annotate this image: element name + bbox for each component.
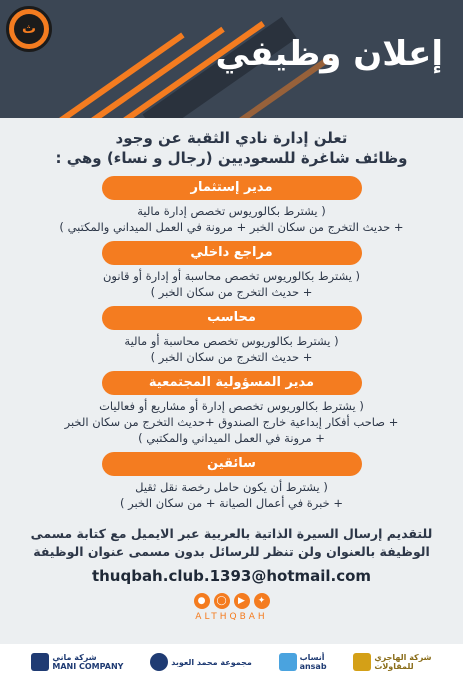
sponsor-logo [279,653,327,671]
page-title: إعلان وظيفي [215,34,443,74]
header-banner [0,0,463,118]
youtube-icon[interactable]: ▶ [234,593,250,609]
job-title-badge: مدير إستثمار [102,176,362,200]
sponsor-logo [31,653,123,671]
requirement-line: ( يشترط بكالوريوس تخصص إدارة أو مشاريع أو فعاليات [99,399,364,413]
job-requirements [10,333,453,365]
social-icons [10,593,453,609]
announcement-body [10,128,453,622]
social-handle: ALTHQBAH [195,612,268,622]
sponsor-sub: MANI COMPANY [52,662,124,671]
requirement-line: + خبرة في أعمال الصيانة + من سكان الخبر ) [119,496,344,510]
logo-mark: ث [14,14,44,44]
job-section [10,241,453,300]
job-section [10,306,453,365]
intro-text [10,128,453,168]
intro-line: تعلن إدارة نادي الثقبة عن وجود [115,129,348,147]
sponsor-mark-icon [150,653,168,671]
email-link[interactable]: thuqbah.club.1393@hotmail.com [91,567,372,585]
requirement-line: + حديث التخرج من سكان الخبر + مرونة في العمل الميداني والمكتبي ) [59,220,404,234]
job-title-badge: مدير المسؤولية المجتمعية [102,371,362,395]
requirement-line: ( يشترط بكالوريوس تخصص محاسبة أو إدارة أو قانون [102,269,361,283]
job-requirements [10,268,453,300]
sponsor-logo [353,653,431,671]
job-title-badge: سائقين [102,452,362,476]
sponsor-sub: ansab [299,662,327,671]
sponsor-name: شركة ماني [52,653,97,662]
job-title-badge: مراجع داخلي [102,241,362,265]
requirement-line: + حديث التخرج من سكان الخبر ) [150,285,313,299]
instagram-icon[interactable]: ◯ [214,593,230,609]
twitter-icon[interactable]: ✦ [254,593,270,609]
job-requirements [10,479,453,511]
sponsor-mark-icon [353,653,371,671]
sponsor-logo [150,653,252,671]
apply-instructions [10,525,453,561]
requirement-line: + حديث التخرج من سكان الخبر ) [150,350,313,364]
job-section [10,371,453,446]
apply-line: للتقديم إرسال السيرة الذاتية بالعربية عبر الايميل مع كتابة مسمى [30,526,433,541]
sponsor-name: مجموعة محمد العوبد [171,657,252,667]
club-logo [6,6,52,52]
sponsor-bar [0,644,463,680]
sponsor-mark-icon [279,653,297,671]
requirement-line: ( يشترط بكالوريوس تخصص محاسبة أو مالية [124,334,339,348]
intro-line: وظائف شاغرة للسعوديين (رجال و نساء) وهي : [55,149,408,167]
snapchat-icon[interactable]: ● [194,593,210,609]
job-section [10,452,453,511]
apply-line: الوظيفة بالعنوان ولن تنظر للرسائل بدون مسمى عنوان الوظيفة [33,544,430,559]
requirement-line: + صاحب أفكار إبداعية خارج الصندوق +حديث التخرج من سكان الخبر [64,415,399,429]
job-section [10,176,453,235]
job-requirements [10,398,453,446]
requirement-line: + مرونة في العمل الميداني والمكتبي ) [138,431,325,445]
sponsor-mark-icon [31,653,49,671]
job-requirements [10,203,453,235]
job-title-badge: محاسب [102,306,362,330]
sponsor-name: أنساب [299,653,325,662]
sponsor-sub: للمقاولات [374,662,414,671]
requirement-line: ( يشترط بكالوريوس تخصص إدارة مالية [137,204,326,218]
sponsor-name: شركة الهاجري [374,653,432,662]
requirement-line: ( يشترط أن يكون حامل رخصة نقل ثقيل [135,480,328,494]
